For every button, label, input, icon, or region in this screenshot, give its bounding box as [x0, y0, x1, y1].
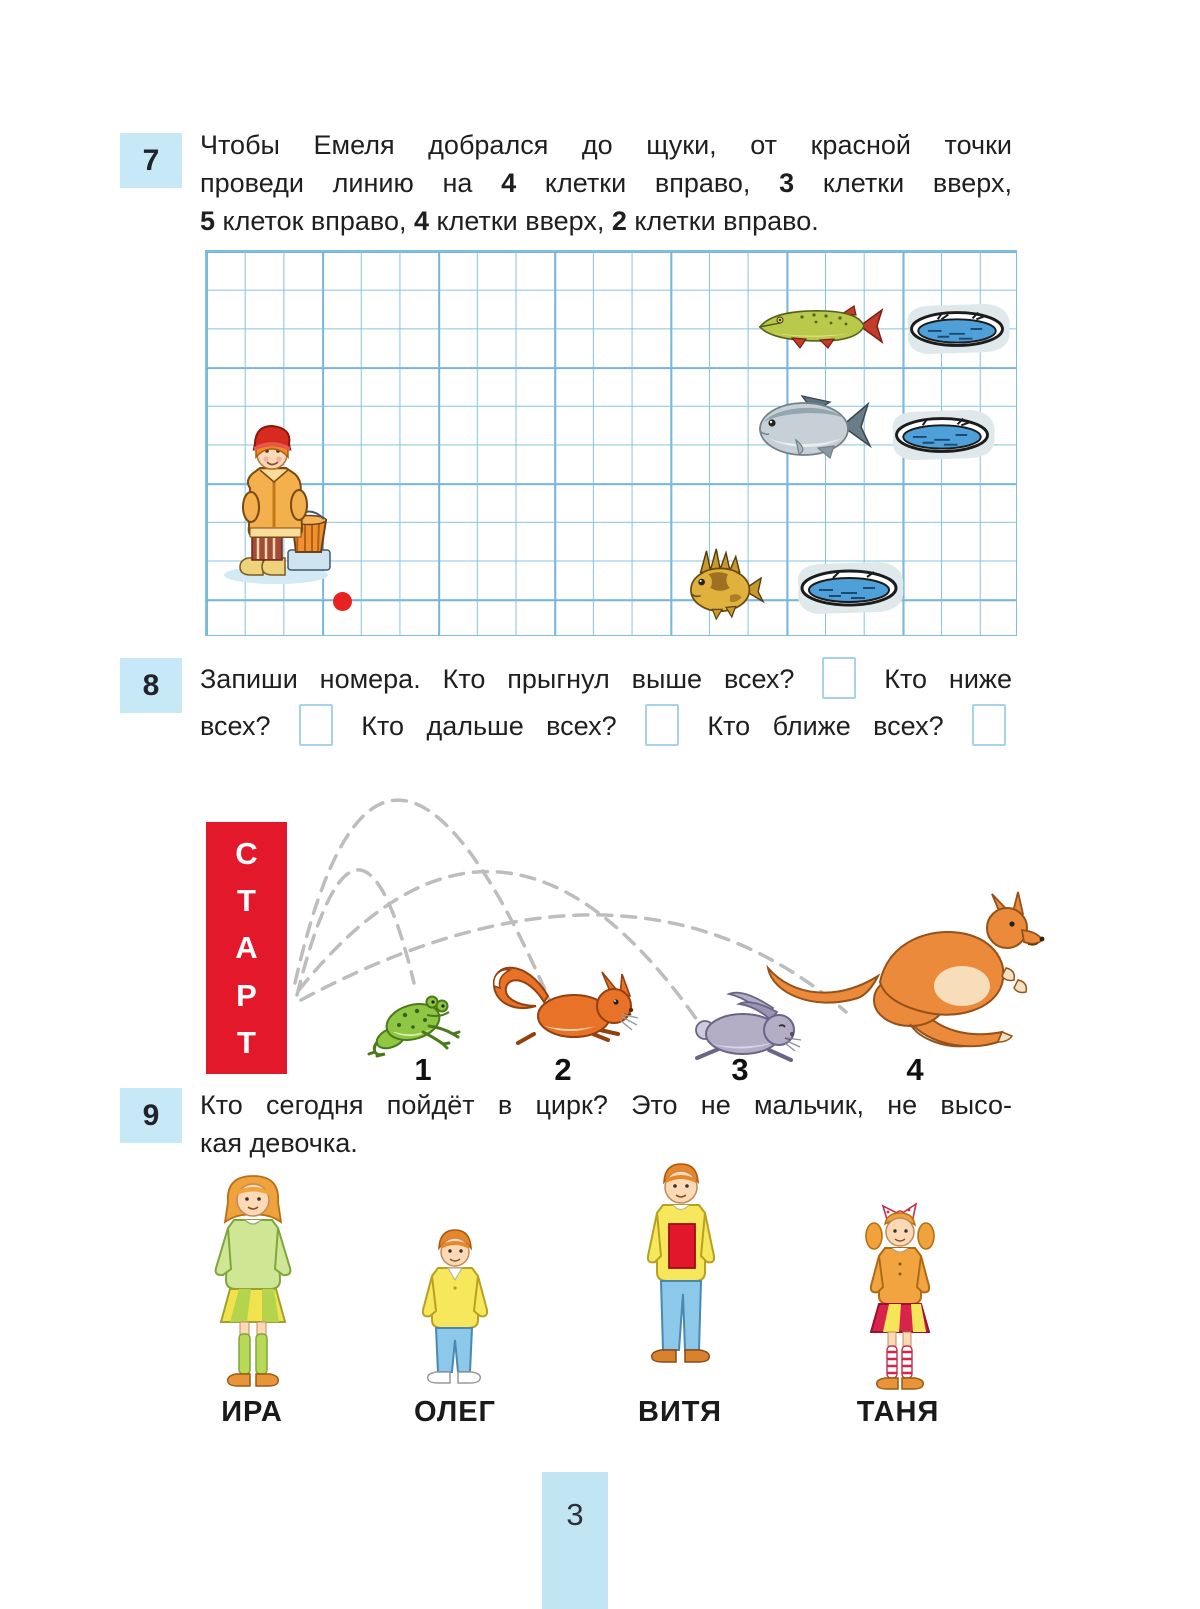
- task7-badge: [120, 133, 182, 188]
- kid-name-tanya: ТАНЯ: [856, 1396, 940, 1428]
- bream-fish-icon: [756, 386, 872, 464]
- start-banner-letter: Т: [237, 1024, 256, 1060]
- animal-label-4: 4: [906, 1052, 924, 1087]
- squirrel-icon: [484, 950, 640, 1046]
- task8-text: [200, 656, 1012, 750]
- kid-name-vitya: ВИТЯ: [638, 1396, 722, 1428]
- page-number: 3: [566, 1497, 584, 1532]
- animal-label-2: 2: [554, 1052, 572, 1087]
- pike-fish-icon: [756, 302, 884, 350]
- start-banner-letter: А: [235, 930, 258, 966]
- task9-text: [200, 1086, 1012, 1162]
- answer-box[interactable]: [645, 704, 679, 746]
- ice-hole-icon: [898, 299, 1016, 359]
- answer-box[interactable]: [972, 704, 1006, 746]
- task7-number: 7: [142, 143, 160, 177]
- task9-number: 9: [142, 1098, 160, 1132]
- animal-label-1: 1: [414, 1052, 432, 1087]
- ruff-fish-icon: [686, 545, 766, 621]
- kid-tanya-icon: [845, 1196, 953, 1392]
- ice-hole-icon: [788, 557, 910, 619]
- task9-line1: Кто сегодня пойдёт в цирк? Это не мальчик, не высо-: [200, 1090, 1012, 1120]
- animal-label-3: 3: [731, 1052, 749, 1087]
- ice-hole-icon: [882, 405, 1002, 465]
- emelya-boy-icon: [222, 424, 336, 588]
- task8-number: 8: [142, 668, 160, 702]
- frog-jump-arc: [297, 870, 414, 995]
- kid-name-oleg: ОЛЕГ: [414, 1396, 496, 1428]
- start-banner-letter: С: [235, 836, 258, 872]
- kid-oleg-icon: [402, 1226, 507, 1390]
- task8-line2: всех? Кто дальше всех? Кто ближе всех?: [200, 703, 1012, 750]
- task7-line2: проведи линию на 4 клетки вправо, 3 клетки вверх,: [200, 168, 1012, 198]
- task9-badge: [120, 1088, 182, 1143]
- task7-line1: Чтобы Емеля добрался до щуки, от красной точки: [200, 130, 1012, 160]
- task9-line2: кая девочка.: [200, 1128, 358, 1158]
- task8-line1: Запиши номера. Кто прыгнул выше всех? Кто ниже: [200, 656, 1012, 703]
- start-banner: [206, 822, 287, 1074]
- start-banner-letter: Р: [236, 977, 257, 1013]
- answer-box[interactable]: [822, 657, 856, 699]
- kid-vitya-icon: [625, 1160, 737, 1390]
- kid-ira-icon: [198, 1168, 308, 1390]
- red-start-dot: [333, 592, 352, 611]
- task7-text: [200, 126, 1012, 240]
- kid-name-ira: ИРА: [221, 1396, 283, 1428]
- start-banner-letter: Т: [237, 883, 256, 919]
- answer-box[interactable]: [299, 704, 333, 746]
- frog-icon: [365, 982, 467, 1058]
- task8-badge: [120, 658, 182, 713]
- task7-line3: 5 клеток вправо, 4 клетки вверх, 2 клетки вправо.: [200, 206, 819, 236]
- kangaroo-icon: [760, 884, 1052, 1060]
- page-number-band: [542, 1472, 608, 1609]
